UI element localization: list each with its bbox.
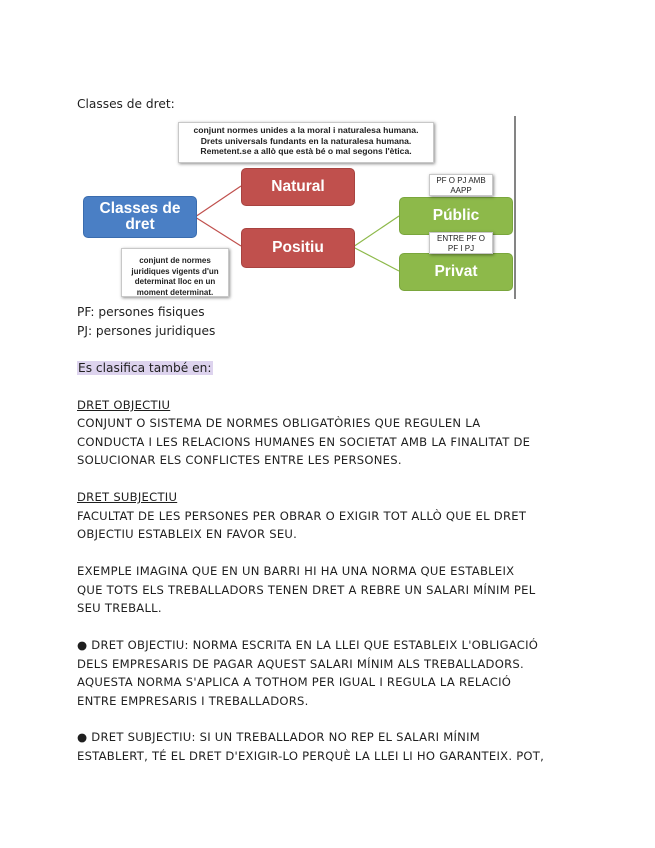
abbreviation-pj: PJ: persones juridiques [77,324,216,338]
connector-privat [353,247,399,271]
callout-natural: conjunt normes unides a la moral i naturalesa humana. Drets universals fundants en la naturalesa humana. Remetent.se a allò que està bé o mal segons l'ètica. [178,122,434,163]
objectiu-line: CONJUNT O SISTEMA DE NORMES OBLIGATÒRIES QUE REGULEN LA [77,416,481,430]
subjectiu-line: OBJECTIU ESTABLEIX EN FAVOR SEU. [77,527,298,541]
highlighted-subheading: Es clasifica també en: [78,361,212,375]
connector-natural [195,186,241,217]
example-line: QUE TOTS ELS TREBALLADORS TENEN DRET A REBRE UN SALARI MÍNIM PEL [77,582,536,597]
bullet-objectiu-line: ENTRE EMPRESARIS I TREBALLADORS. [77,693,309,708]
connector-public [353,216,399,247]
bullet-subjectiu-line: ● DRET SUBJECTIU: SI UN TREBALLADOR NO REP EL SALARI MÍNIM [77,730,481,744]
example-line: EXEMPLE IMAGINA QUE EN UN BARRI HI HA UNA NORMA QUE ESTABLEIX [77,564,515,578]
callout-positiu: conjunt de normes juridiques vigents d'un determinat lloc en un moment determinat. [121,248,229,297]
bullet-objectiu-line: ● DRET OBJECTIU: NORMA ESCRITA EN LA LLEI QUE ESTABLEIX L'OBLIGACIÓ [77,638,539,652]
node-positiu: Positiu [241,228,355,268]
connector-positiu [195,217,241,246]
section-title-subjectiu: DRET SUBJECTIU [77,490,178,504]
bullet-objectiu-line: DELS EMPRESARIS DE PAGAR AQUEST SALARI MÍNIM ALS TREBALLADORS. [77,656,524,671]
example-line: SEU TREBALL. [77,601,162,615]
section-title-objectiu: DRET OBJECTIU [77,398,171,412]
classes-diagram [77,116,517,299]
abbreviation-pf: PF: persones fisiques [77,305,205,319]
callout-privat: ENTRE PF O PF I PJ [429,232,493,254]
objectiu-line: SOLUCIONAR ELS CONFLICTES ENTRE LES PERSONES. [77,453,402,467]
objectiu-line: CONDUCTA I LES RELACIONS HUMANES EN SOCIETAT AMB LA FINALITAT DE [77,434,531,449]
node-classes-de-dret: Classes de dret [83,196,197,238]
bullet-objectiu-line: AQUESTA NORMA S'APLICA A TOTHOM PER IGUAL I REGULA LA RELACIÓ [77,675,512,689]
node-privat: Privat [399,253,513,291]
node-public: Públic [399,197,513,235]
page-heading: Classes de dret: [77,97,175,111]
bullet-subjectiu-line: ESTABLERT, TÉ EL DRET D'EXIGIR-LO PERQUÈ LA LLEI LI HO GARANTEIX. POT, [77,748,545,763]
subjectiu-line: FACULTAT DE LES PERSONES PER OBRAR O EXIGIR TOT ALLÒ QUE EL DRET [77,508,527,523]
callout-public: PF O PJ AMB AAPP [429,174,493,196]
node-natural: Natural [241,168,355,206]
